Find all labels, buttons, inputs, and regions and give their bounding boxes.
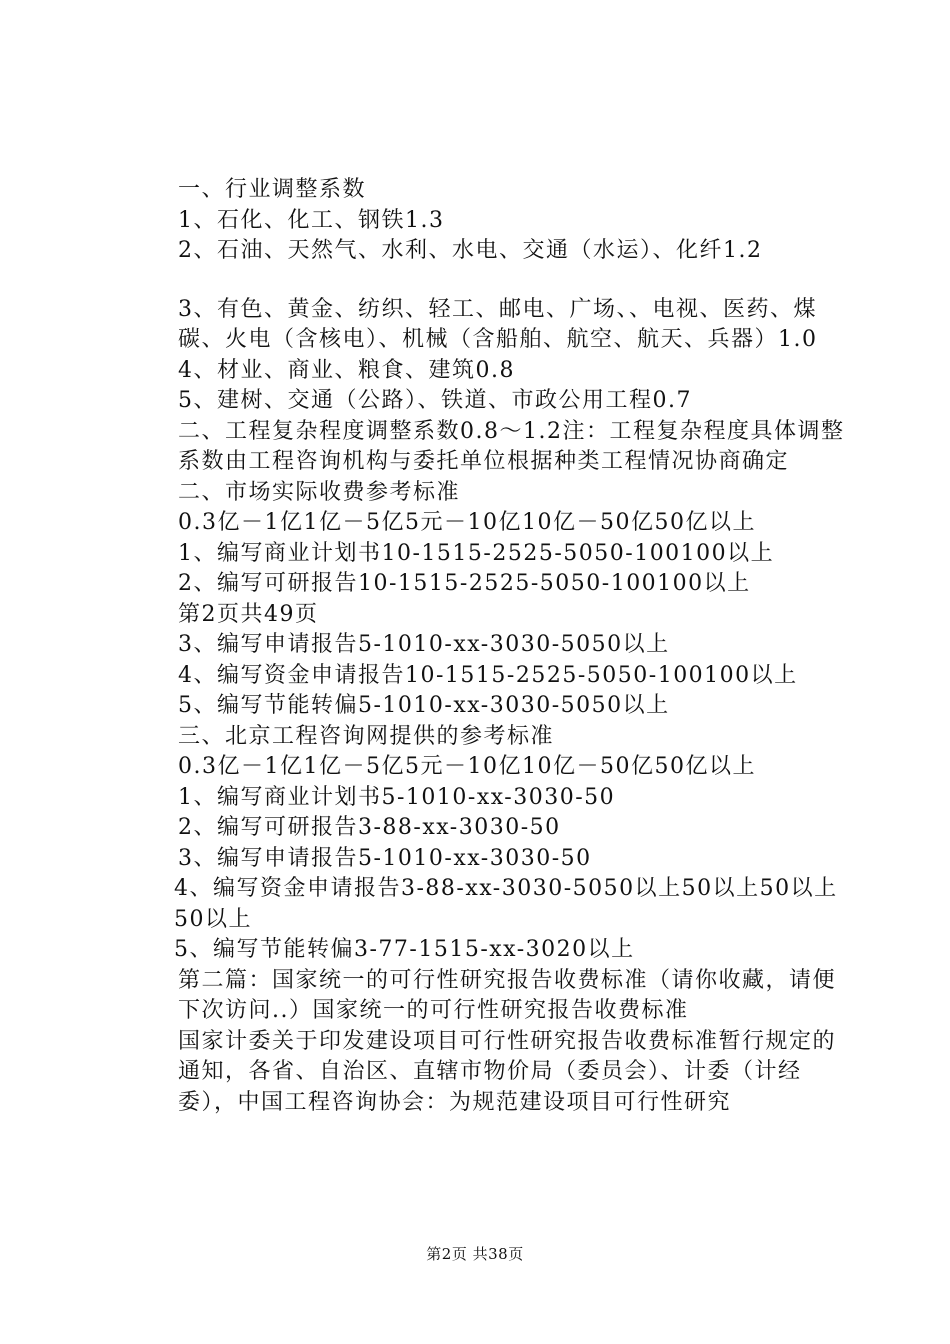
- paragraph: 0.3亿－1亿1亿－5亿5元－10亿10亿－50亿50亿以上: [178, 510, 756, 535]
- paragraph: 3、编写申请报告5-1010-xx-3030-5050以上: [178, 632, 670, 657]
- paragraph: 一、行业调整系数: [178, 177, 367, 202]
- paragraph: 二、工程复杂程度调整系数0.8～1.2注：工程复杂程度具体调整系数由工程咨询机构与委托单位根据种类工程情况协商确定: [178, 418, 845, 474]
- paragraph-gap: [130, 267, 845, 295]
- paragraph: 3、编写申请报告5-1010-xx-3030-50: [178, 845, 592, 871]
- paragraph: 0.3亿－1亿1亿－5亿5元－10亿10亿－50亿50亿以上: [178, 754, 756, 779]
- paragraph: 2、编写可研报告3-88-xx-3030-50: [178, 815, 561, 840]
- paragraph: 3、有色、黄金、纺织、轻工、邮电、广场、、电视、医药、煤碳、火电（含核电）、机械（含船舶、航空、航天、兵器）1.0: [178, 296, 818, 352]
- paragraph: 5、编写节能转偏5-1010-xx-3030-5050以上: [178, 693, 670, 718]
- paragraph: 4、编写资金申请报告3-88-xx-3030-5050以上50以上50以上50以上: [174, 876, 838, 932]
- paragraph: 1、编写商业计划书5-1010-xx-3030-50: [178, 784, 616, 810]
- document-body: [130, 175, 845, 1118]
- paragraph: 4、材业、商业、粮食、建筑0.8: [178, 357, 515, 383]
- paragraph: 5、建树、交通（公路）、铁道、市政公用工程0.7: [178, 388, 692, 413]
- paragraph: 1、编写商业计划书10-1515-2525-5050-100100以上: [178, 540, 775, 566]
- inline-page-marker: 第2页共49页: [178, 601, 319, 627]
- paragraph: 国家计委关于印发建设项目可行性研究报告收费标准暂行规定的通知，各省、自治区、直辖市物价局（委员会）、计委（计经委），中国工程咨询协会：为规范建设项目可行性研究: [178, 1028, 837, 1115]
- paragraph: 2、编写可研报告10-1515-2525-5050-100100以上: [178, 571, 751, 596]
- paragraph: 1、石化、化工、钢铁1.3: [178, 207, 445, 233]
- paragraph: 4、编写资金申请报告10-1515-2525-5050-100100以上: [178, 662, 798, 688]
- paragraph: 2、石油、天然气、水利、水电、交通（水运）、化纤1.2: [178, 238, 763, 263]
- paragraph: 5、编写节能转偏3-77-1515-xx-3020以上: [174, 937, 635, 962]
- section-heading: 第二篇：国家统一的可行性研究报告收费标准（请你收藏，请便下次访问..）国家统一的可行性研究报告收费标准: [178, 967, 837, 1023]
- paragraph: 三、北京工程咨询网提供的参考标准: [178, 723, 555, 749]
- page-footer: 第2页 共38页: [426, 1245, 524, 1263]
- paragraph: 二、市场实际收费参考标准: [178, 479, 461, 505]
